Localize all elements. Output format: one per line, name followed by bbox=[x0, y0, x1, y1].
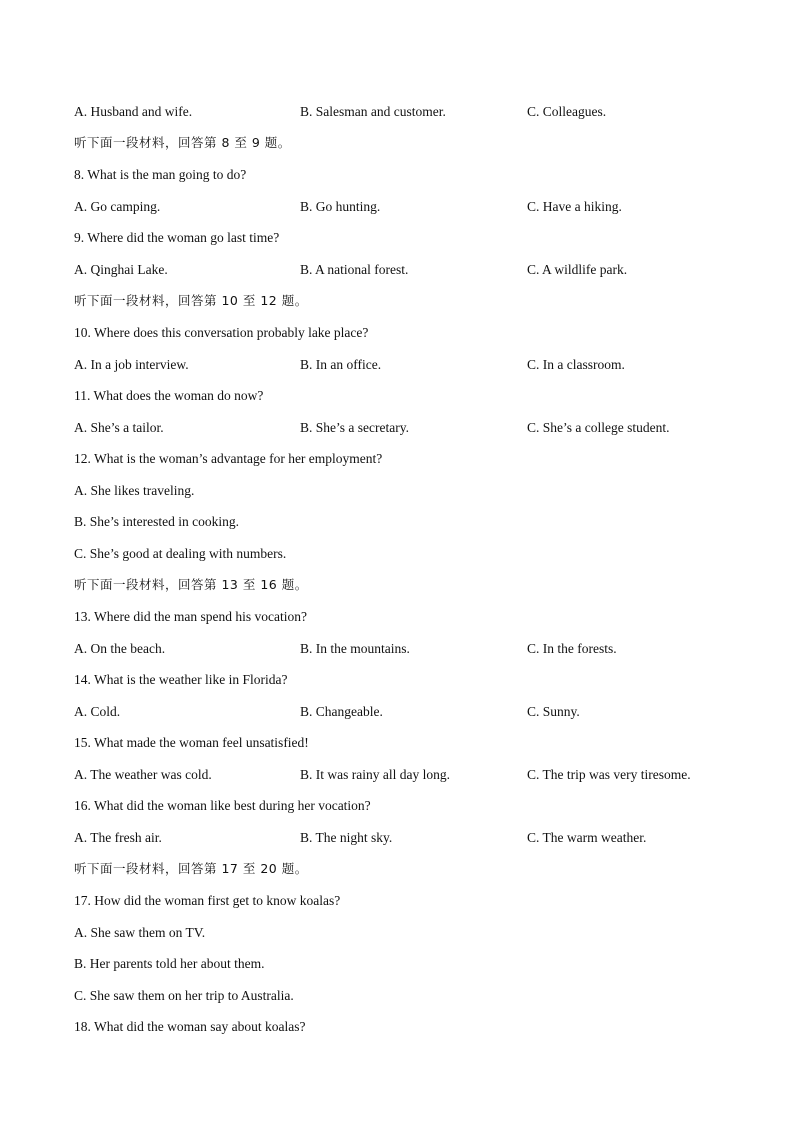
question-8: 8. What is the man going to do? bbox=[74, 167, 247, 182]
q12-option-a: A. She likes traveling. bbox=[74, 483, 195, 498]
q14-option-a: A. Cold. bbox=[74, 704, 121, 719]
q10-option-c: C. In a classroom. bbox=[527, 357, 625, 372]
q14-option-c: C. Sunny. bbox=[527, 704, 580, 719]
question-11: 11. What does the woman do now? bbox=[74, 388, 264, 403]
q12-option-c: C. She’s good at dealing with numbers. bbox=[74, 546, 287, 561]
q16-option-b: B. The night sky. bbox=[300, 830, 393, 845]
q8-option-c: C. Have a hiking. bbox=[527, 199, 622, 214]
question-10: 10. Where does this conversation probably lake place? bbox=[74, 325, 369, 340]
question-15: 15. What made the woman feel unsatisfied! bbox=[74, 735, 309, 750]
q15-option-a: A. The weather was cold. bbox=[74, 767, 212, 782]
q11-option-c: C. She’s a college student. bbox=[527, 420, 670, 435]
q16-option-a: A. The fresh air. bbox=[74, 830, 162, 845]
question-14: 14. What is the weather like in Florida? bbox=[74, 672, 288, 687]
q9-option-b: B. A national forest. bbox=[300, 262, 409, 277]
q8-option-b: B. Go hunting. bbox=[300, 199, 381, 214]
q9-option-c: C. A wildlife park. bbox=[527, 262, 628, 277]
q10-option-a: A. In a job interview. bbox=[74, 357, 189, 372]
q7-option-a: A. Husband and wife. bbox=[74, 104, 193, 119]
q11-option-b: B. She’s a secretary. bbox=[300, 420, 409, 435]
q9-option-a: A. Qinghai Lake. bbox=[74, 262, 168, 277]
question-16: 16. What did the woman like best during her vocation? bbox=[74, 798, 371, 813]
section-instruction: 听下面一段材料，回答第 10 至 12 题。 bbox=[74, 293, 308, 308]
q13-option-c: C. In the forests. bbox=[527, 641, 617, 656]
section-instruction: 听下面一段材料，回答第 17 至 20 题。 bbox=[74, 861, 308, 876]
q17-option-b: B. Her parents told her about them. bbox=[74, 956, 265, 971]
question-17: 17. How did the woman first get to know koalas? bbox=[74, 893, 341, 908]
question-9: 9. Where did the woman go last time? bbox=[74, 230, 280, 245]
q8-option-a: A. Go camping. bbox=[74, 199, 161, 214]
q13-option-b: B. In the mountains. bbox=[300, 641, 410, 656]
section-instruction: 听下面一段材料，回答第 8 至 9 题。 bbox=[74, 135, 291, 150]
question-13: 13. Where did the man spend his vocation? bbox=[74, 609, 307, 624]
q7-option-c: C. Colleagues. bbox=[527, 104, 607, 119]
q7-option-b: B. Salesman and customer. bbox=[300, 104, 446, 119]
q16-option-c: C. The warm weather. bbox=[527, 830, 647, 845]
q11-option-a: A. She’s a tailor. bbox=[74, 420, 164, 435]
q15-option-c: C. The trip was very tiresome. bbox=[527, 767, 691, 782]
question-12: 12. What is the woman’s advantage for her employment? bbox=[74, 451, 383, 466]
q10-option-b: B. In an office. bbox=[300, 357, 382, 372]
q12-option-b: B. She’s interested in cooking. bbox=[74, 514, 239, 529]
q17-option-c: C. She saw them on her trip to Australia. bbox=[74, 988, 294, 1003]
question-18: 18. What did the woman say about koalas? bbox=[74, 1019, 306, 1034]
q15-option-b: B. It was rainy all day long. bbox=[300, 767, 450, 782]
q17-option-a: A. She saw them on TV. bbox=[74, 925, 206, 940]
section-instruction: 听下面一段材料，回答第 13 至 16 题。 bbox=[74, 577, 308, 592]
q14-option-b: B. Changeable. bbox=[300, 704, 383, 719]
q13-option-a: A. On the beach. bbox=[74, 641, 166, 656]
